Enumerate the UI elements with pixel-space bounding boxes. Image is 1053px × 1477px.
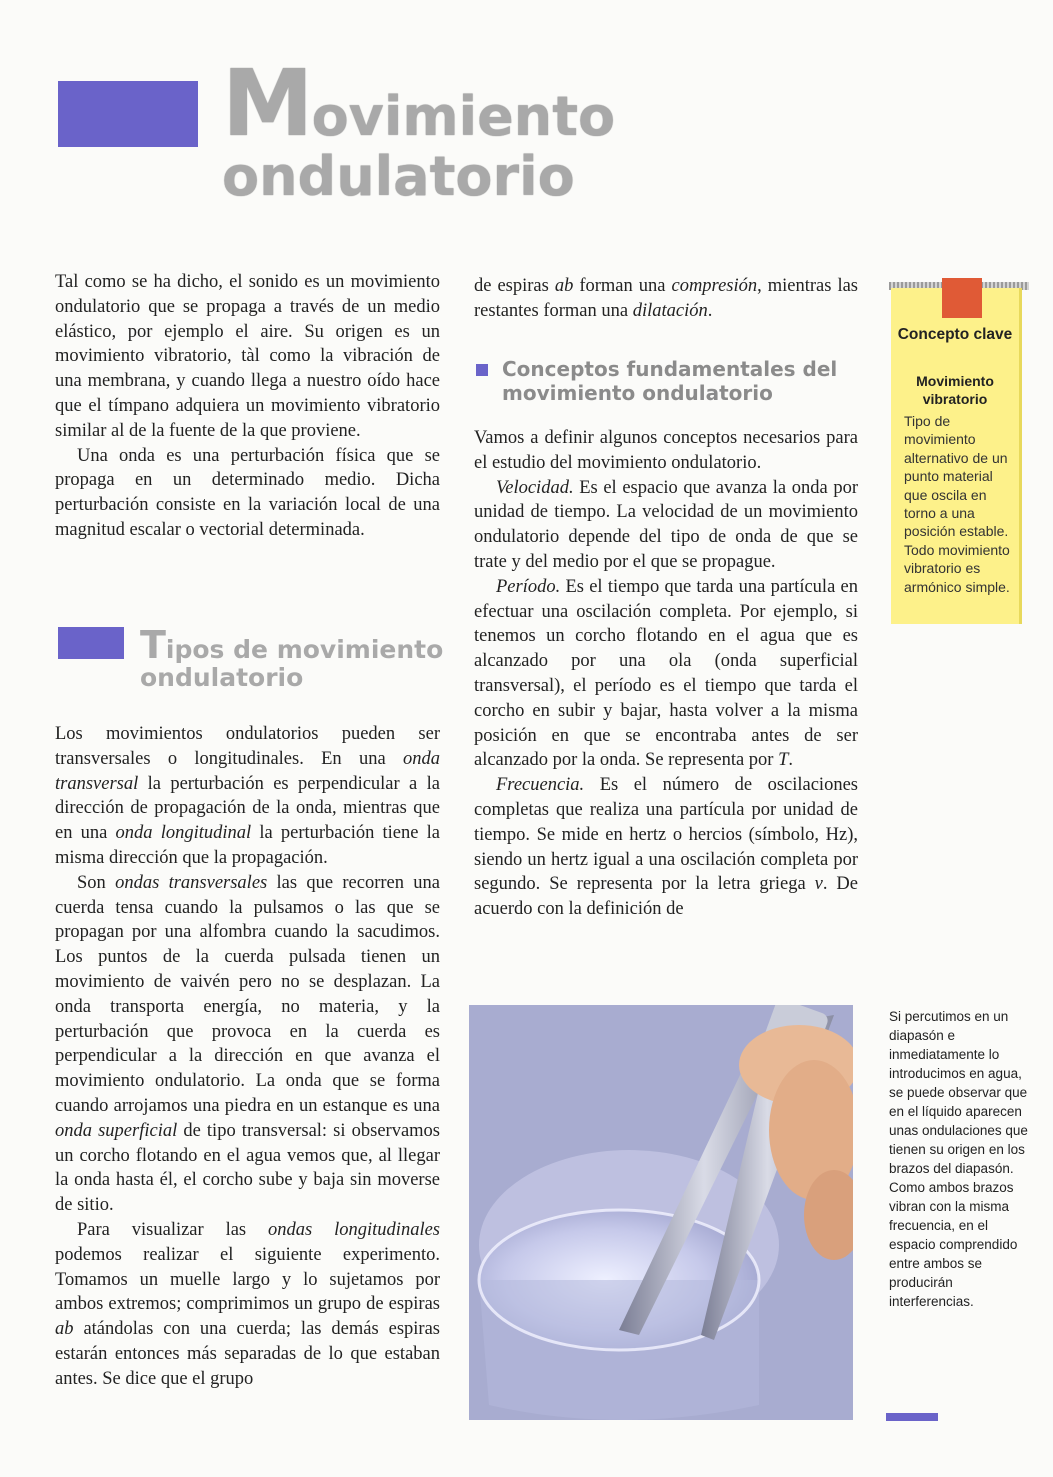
key-concept-square: [942, 278, 982, 318]
text-run: la perturbación es perpendicular a la dirección de propagación de la onda, mientras que en una: [55, 773, 440, 844]
page-title: [222, 50, 682, 208]
tipos-paragraph-3: [55, 1218, 440, 1392]
emphasis: onda longitudinal: [115, 823, 252, 844]
periodo-paragraph: [474, 575, 858, 773]
title-accent-bar: [58, 81, 198, 147]
term-periodo: Período.: [496, 576, 561, 597]
text-run: Es el número de oscilaciones completas que realiza una partícula por unidad de tiempo. Se mide en hertz o hercios (símbolo, Hz), siendo un hertz igual a una oscilación completa por segundo. Se representa por la letra griega: [474, 775, 858, 895]
text-run: Son: [77, 872, 116, 893]
tuning-fork-illustration: [469, 1005, 853, 1420]
emphasis: ondas longitudinales: [268, 1219, 440, 1240]
term-velocidad: Velocidad.: [496, 477, 574, 498]
title-line1: ovimiento: [311, 85, 616, 148]
intro-text: [55, 270, 440, 543]
continuation-text: [474, 274, 858, 324]
tipos-text: [55, 722, 440, 1392]
section-accent-bar: [58, 627, 124, 659]
section-line2: ondulatorio: [140, 663, 304, 692]
text-run: Es el tiempo que tarda una partícula en efectuar una oscilación completa. Por ejemplo, si tenemos un corcho flotando en el agua que es alcanzado por una ola (onda superficial transversal), el período es el tiempo que tarda el corcho en subir y bajar, hasta volver a la misma posición en que se encontraba antes de ser alcanzado por la onda. Se representa por: [474, 576, 858, 771]
title-initial: M: [222, 50, 312, 157]
section-heading-tipos: [140, 623, 470, 693]
text-run: las que recorren una cuerda tensa cuando la pulsamos o las que se propagan por una alfombra cuando la sacudimos. Los puntos de la cuerda pulsada tienen un movimiento de vaivén pero no se desplazan. La onda transporta energía, no materia, y la perturbación que provoca en la cuerda es perpendicular a la dirección en que avanza el movimiento ondulatorio. La onda que se forma cuando arrojamos una piedra en un estanque es una: [55, 872, 440, 1116]
section-initial: T: [140, 623, 166, 667]
text-run: Los movimientos ondulatorios pueden ser transversales o longitudinales. En una: [55, 724, 440, 769]
subheading-square: [476, 364, 488, 376]
emphasis: dilatación: [632, 300, 708, 321]
emphasis: compresión: [671, 276, 758, 296]
text-run: . De acuerdo con la definición de: [474, 874, 859, 920]
emphasis: onda superficial: [55, 1120, 178, 1141]
title-line2: ondulatorio: [222, 145, 575, 208]
conceptos-text: [474, 426, 858, 922]
text-run: forman una: [573, 276, 672, 296]
term-frecuencia: Frecuencia.: [496, 775, 585, 796]
subheading-conceptos: Conceptos fundamentales del movimiento ondulatorio: [502, 357, 838, 405]
symbol-nu: v: [814, 874, 823, 895]
continuation-paragraph: [474, 274, 858, 324]
symbol-t: T: [778, 750, 789, 771]
intro-paragraph-1: Tal como se ha dicho, el sonido es un movimiento ondulatorio que se propaga a través de un medio elástico, por ejemplo el aire. Su origen es un movimiento vibratorio, tàl como la vibración de una membrana, y cuando llega a nuestro oído hace que el tímpano adquiera un movimiento vibratorio similar al de la fuente de la que proviene.: [55, 272, 440, 441]
frecuencia-paragraph: [474, 773, 858, 922]
text-run: Es el espacio que avanza la onda por unidad de tiempo. La velocidad de un movimiento ondulatorio depende del tipo de onda de que se trate y del medio por el que se propague.: [474, 477, 858, 572]
tipos-paragraph-1: [55, 722, 440, 871]
key-concept-term: Movimiento vibratorio: [916, 373, 994, 407]
text-run: podemos realizar el siguiente experimento. Tomamos un muelle largo y lo sujetamos por ambos extremos; comprimimos un grupo de espiras: [55, 1244, 440, 1315]
emphasis: onda transversal: [55, 748, 440, 794]
tuning-fork-photo: [469, 1005, 853, 1420]
key-concept-box: [891, 288, 1022, 624]
tipos-paragraph-2: [55, 871, 440, 1218]
velocidad-paragraph: [474, 476, 858, 575]
intro-paragraph-2: Una onda es una perturbación física que se propaga en un determinado medio. Dicha perturbación consiste en la variación local de una magnitud escalar o vectorial determinada.: [55, 445, 440, 540]
text-run: .: [788, 750, 794, 771]
key-concept-definition: Tipo de movimiento alternativo de un punto material que oscila en torno a una posición estable. Todo movimiento vibratorio es armónico simple.: [904, 413, 1010, 595]
text-run: de espiras: [474, 276, 555, 296]
photo-caption: Si percutimos en un diapasón e inmediatamente lo introducimos en agua, se puede observar que en el líquido aparecen unas ondulaciones que tienen su origen en los brazos del diapasón. Como ambos brazos vibran con la misma frecuencia, en el espacio comprendido entre ambos se producirán interferencias.: [889, 1009, 1028, 1309]
section-line1: ipos de movimiento: [165, 635, 444, 664]
footer-accent-bar: [886, 1413, 938, 1421]
emphasis: ab: [55, 1319, 74, 1340]
text-run: de tipo transversal: si observamos un corcho flotando en el agua vemos que, al llegar la onda hasta él, el corcho sube y baja sin moverse de sitio.: [55, 1120, 440, 1216]
conceptos-intro: Vamos a definir algunos conceptos necesarios para el estudio del movimiento ondulatorio.: [474, 428, 858, 473]
text-run: la perturbación tiene la misma dirección que la propagación.: [55, 823, 440, 868]
text-run: , mientras las restantes forman una: [474, 276, 858, 321]
text-run: .: [707, 300, 713, 321]
text-run: Para visualizar las: [77, 1219, 269, 1240]
emphasis: ondas transversales: [115, 872, 268, 893]
text-run: atándolas con una cuerda; las demás espiras estarán entonces más separadas de lo que estaban antes. Se dice que el grupo: [55, 1319, 440, 1389]
key-concept-label: Concepto clave: [897, 326, 1013, 343]
emphasis: ab: [554, 276, 574, 296]
